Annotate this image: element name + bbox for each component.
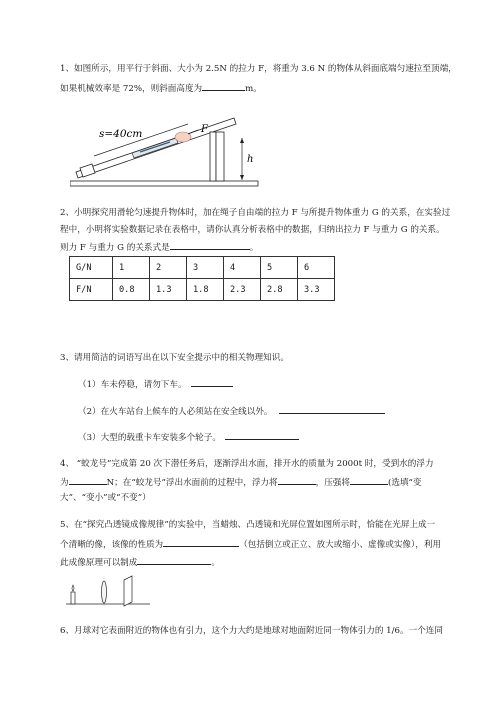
q1-line2 [60, 81, 262, 95]
q5-line2 [60, 537, 441, 551]
table-cell: 3.3 [298, 279, 335, 301]
q4-line1: 4、 “蛟龙号”完成第 20 次下潜任务后，逐渐浮出水面，排开水的质量为 2000t 时，受到水的浮力 [60, 459, 434, 469]
q5-line3 [60, 555, 220, 569]
q1-line2-unit: m。 [245, 84, 262, 94]
height-arrow-top [240, 138, 244, 143]
q5-line3-text: 此成像原理可以制成 [60, 558, 138, 568]
lens-optics-figure [66, 574, 152, 608]
q3-item3-blank[interactable] [225, 430, 299, 440]
q4-buoyancy-change-blank[interactable] [278, 475, 316, 485]
block-object [80, 164, 95, 177]
s-label: s=40cm [99, 128, 143, 140]
table-cell: 2.8 [261, 279, 298, 301]
convex-lens-icon [102, 581, 107, 603]
q4-line2-c: ，压强将 [315, 478, 350, 488]
q4-pressure-change-blank[interactable] [350, 475, 388, 485]
q5-line1: 5、在“探究凸透镜成像规律”的实验中，当蜡烛、凸透镜和光屏位置如图所示时，恰能在光屏上成一 [60, 520, 436, 530]
q3-item1 [78, 377, 233, 391]
q5-line2-end: （包括倒立或正立、放大或缩小、虚像或实像），利用 [239, 540, 442, 550]
h-label: h [247, 154, 254, 165]
q6-line1: 6、月球对它表面附近的物体也有引力，这个力大约是地球对地面附近同一物体引力的 1/6。一个连同 [60, 626, 443, 636]
table-cell: 2 [150, 257, 187, 279]
q2-line1: 2、小明探究用滑轮匀速提升物体时，加在绳子自由端的拉力 F 与所提升物体重力 G 的关系，在实验过 [60, 208, 451, 218]
q3-line1: 3、请用简洁的词语写出在以下安全提示中的相关物理知识。 [60, 353, 289, 363]
table-cell: 1 [113, 257, 150, 279]
height-arrow-bottom [240, 175, 244, 180]
q1-line1: 1、如图所示，用平行于斜面、大小为 2.5N 的拉力 F，将重为 3.6 N 的物体从斜面底端匀速拉至顶端， [60, 64, 457, 74]
q4-line2-d: (选填“变 [388, 478, 422, 488]
q3-item2-blank[interactable] [279, 404, 385, 414]
table-cell: F/N [70, 279, 113, 301]
q5-device-blank[interactable] [137, 555, 211, 565]
q1-line2-text: 如果机械效率是 72%，则斜面高度为 [60, 84, 203, 94]
q5-image-nature-blank[interactable] [163, 537, 239, 547]
table-row [70, 257, 335, 279]
q3-item3 [78, 430, 299, 444]
table-cell: 1.8 [187, 279, 224, 301]
incline-figure [70, 110, 262, 190]
q2-line3 [60, 240, 258, 254]
q4-line3: 大”、“变小”或“不变”） [60, 493, 151, 503]
support-pillar-left [210, 132, 216, 181]
table-cell: 4 [224, 257, 261, 279]
support-pillar-right [216, 132, 224, 181]
light-screen-icon [124, 576, 132, 606]
q2-line3-text: 则力 F 与重力 G 的关系式是 [60, 243, 170, 253]
q2-line3-end: 。 [249, 243, 259, 253]
q4-line2-b: N；在“蛟龙号”浮出水面前的过程中，浮力将 [106, 478, 278, 488]
q2-line2: 程中，小明将实验数据记录在表格中，请你认真分析表格中的数据，归纳出拉力 F 与重力 G 的关系。 [60, 225, 445, 235]
table-cell: 1.3 [150, 279, 187, 301]
q4-buoyancy-blank[interactable] [69, 475, 107, 485]
q4-line2-a: 为 [60, 478, 69, 488]
table-cell: 3 [187, 257, 224, 279]
f-label: F [201, 124, 208, 135]
flame-icon [72, 585, 74, 591]
q3-item2-text: （2）在火车站台上候车的人必须站在安全线以外。 [78, 407, 273, 417]
table-cell: 5 [261, 257, 298, 279]
candle-icon [71, 592, 75, 604]
q5-line3-end: 。 [211, 558, 220, 568]
q3-item1-blank[interactable] [191, 377, 233, 387]
table-row [70, 279, 335, 301]
table-cell: 0.8 [113, 279, 150, 301]
q4-line2 [60, 475, 422, 489]
q2-relation-blank[interactable] [170, 240, 250, 250]
table-cell: 2.3 [224, 279, 261, 301]
q1-height-blank[interactable] [202, 81, 245, 91]
q5-line2-text: 个清晰的像，该像的性质为 [60, 540, 164, 550]
gf-data-table [69, 256, 335, 301]
table-cell: G/N [70, 257, 113, 279]
table-cell: 6 [298, 257, 335, 279]
q3-item2 [78, 404, 385, 418]
q3-item1-text: （1）车未停稳，请勿下车。 [78, 380, 187, 390]
q3-item3-text: （3）大型的载重卡车安装多个轮子。 [78, 433, 221, 443]
ground-base [70, 181, 258, 186]
